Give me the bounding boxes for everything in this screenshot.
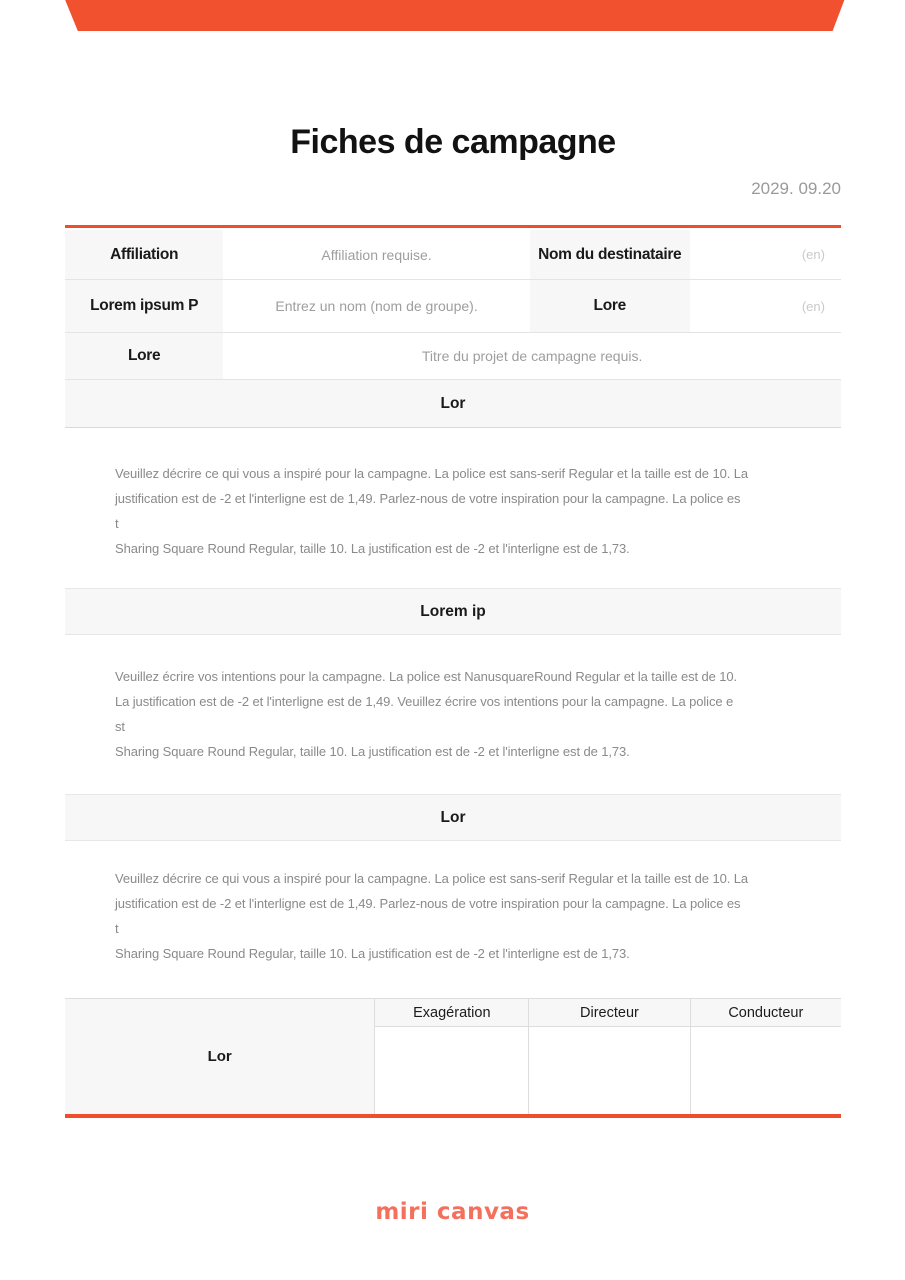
lore-lang-tag: (en) <box>690 280 841 333</box>
section-heading-inspiration: Lor <box>65 380 841 427</box>
field-label-lore: Lore <box>530 280 690 333</box>
affiliation-input[interactable]: Affiliation requise. <box>223 230 530 280</box>
description-paragraph <box>65 866 841 966</box>
group-name-input[interactable]: Entrez un nom (nom de groupe). <box>223 280 530 333</box>
section-heading-intentions: Lorem ip <box>65 588 841 635</box>
paragraph-line: La justification est de -2 et l'interligne est de 1,49. Veuillez écrire vos intentions pour la campagne. La police e <box>115 694 734 709</box>
miricanvas-logo: miri canvas <box>375 1199 530 1225</box>
paragraph-line: t <box>115 921 119 936</box>
paragraph-line: justification est de -2 et l'interligne est de 1,49. Parlez-nous de votre inspiration pour la campagne. La police es <box>115 896 741 911</box>
field-label-recipient-name: Nom du destinataire <box>530 230 690 280</box>
top-ribbon-banner <box>0 0 905 31</box>
schedule-cell-exaggeration[interactable] <box>375 1027 528 1114</box>
field-label-project-title: Lore <box>65 333 223 380</box>
recipient-lang-tag: (en) <box>690 230 841 280</box>
schedule-col-header-director: Directeur <box>528 999 689 1027</box>
field-label-affiliation: Affiliation <box>65 230 223 280</box>
schedule-table <box>65 998 841 1118</box>
project-title-input[interactable]: Titre du projet de campagne requis. <box>223 333 841 380</box>
page-title: Fiches de campagne <box>290 123 616 161</box>
schedule-col-header-exaggeration: Exagération <box>375 999 528 1027</box>
schedule-row-label: Lor <box>65 999 375 1114</box>
paragraph-line: Veuillez décrire ce qui vous a inspiré pour la campagne. La police est sans-serif Regular et la taille est de 10. La <box>115 871 748 886</box>
paragraph-line: t <box>115 516 119 531</box>
inspiration-paragraph <box>65 461 841 561</box>
schedule-col-header-conductor: Conducteur <box>690 999 841 1027</box>
paragraph-line: Sharing Square Round Regular, taille 10. La justification est de -2 et l'interligne est de 1,73. <box>115 744 630 759</box>
schedule-cell-conductor[interactable] <box>690 1027 841 1114</box>
intentions-paragraph <box>65 664 841 764</box>
document-body <box>65 119 841 1118</box>
section-heading-description: Lor <box>65 794 841 841</box>
field-label-lorem-ipsum-p: Lorem ipsum P <box>65 280 223 333</box>
paragraph-line: Veuillez décrire ce qui vous a inspiré pour la campagne. La police est sans-serif Regular et la taille est de 10. La <box>115 466 748 481</box>
schedule-cell-director[interactable] <box>528 1027 689 1114</box>
paragraph-line: justification est de -2 et l'interligne est de 1,49. Parlez-nous de votre inspiration pour la campagne. La police es <box>115 491 741 506</box>
document-date: 2029. 09.20 <box>751 179 841 198</box>
paragraph-line: st <box>115 719 125 734</box>
paragraph-line: Sharing Square Round Regular, taille 10. La justification est de -2 et l'interligne est de 1,73. <box>115 946 630 961</box>
paragraph-line: Veuillez écrire vos intentions pour la campagne. La police est NanusquareRound Regular et la taille est de 10. <box>115 669 738 684</box>
campaign-info-table <box>65 225 841 428</box>
paragraph-line: Sharing Square Round Regular, taille 10. La justification est de -2 et l'interligne est de 1,73. <box>115 541 630 556</box>
